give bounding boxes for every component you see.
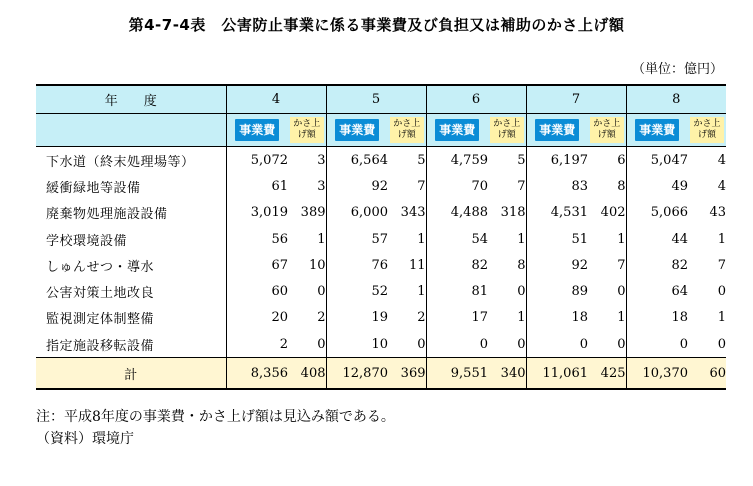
table-cell: 56 [226, 226, 288, 252]
table-cell: 4 [717, 178, 726, 194]
table-cell: 82 [426, 252, 488, 278]
table-title: 第4-7-4表 公害防止事業に係る事業費及び負担又は補助のかさ上げ額 [128, 16, 625, 34]
table-cell: 6,564 [326, 147, 388, 174]
table-row [36, 226, 726, 252]
table-cell: 6,197 [526, 147, 588, 174]
table-cell: 1 [617, 310, 626, 326]
table-cell: 4,488 [426, 200, 488, 226]
table-cell: 10,370 [626, 358, 688, 390]
table-cell: 0 [426, 331, 488, 358]
table-cell: 57 [326, 226, 388, 252]
table-body [36, 147, 726, 358]
header-blank [36, 114, 226, 147]
table-cell: 61 [226, 173, 288, 199]
table-cell: 0 [717, 284, 726, 300]
table-cell: 44 [626, 226, 688, 252]
table-cell: 60 [226, 278, 288, 304]
header-year-8: 8 [626, 85, 726, 114]
table-cell: 81 [426, 278, 488, 304]
table-cell: 7 [717, 257, 726, 273]
row-label: 下水道（終末処理場等） [36, 147, 226, 174]
table-cell: 3 [317, 178, 326, 194]
notes [36, 406, 395, 450]
data-table [36, 84, 726, 390]
header-addon-5: かさ上 げ額 [390, 117, 424, 143]
table-cell: 425 [588, 358, 626, 390]
table-cell: 0 [317, 336, 326, 352]
header-year-4: 4 [226, 85, 326, 114]
unit-label: （単位：億円） [631, 62, 723, 77]
table-cell: 5 [517, 152, 526, 168]
table-cell: 318 [500, 205, 526, 221]
table-cell: 43 [709, 205, 726, 221]
table-cell: 7 [617, 257, 626, 273]
table-cell: 64 [626, 278, 688, 304]
table-cell: 2 [417, 310, 426, 326]
table-cell: 51 [526, 226, 588, 252]
table-cell: 60 [688, 358, 726, 390]
total-row [36, 358, 726, 390]
table-cell: 10 [326, 331, 388, 358]
table-cell: 4,531 [526, 200, 588, 226]
row-label: 廃棄物処理施設設備 [36, 200, 226, 226]
header-year-5: 5 [326, 85, 426, 114]
table-row [36, 278, 726, 304]
table-cell: 12,870 [326, 358, 388, 390]
table-cell: 0 [517, 336, 526, 352]
table-cell: 67 [226, 252, 288, 278]
table-cell: 6,000 [326, 200, 388, 226]
table-cell: 49 [626, 173, 688, 199]
row-label: 学校環境設備 [36, 226, 226, 252]
header-cost-6: 事業費 [435, 119, 479, 141]
source-text: （資料）環境庁 [36, 431, 134, 447]
table-cell: 408 [288, 358, 326, 390]
table-cell: 8,356 [226, 358, 288, 390]
table-cell: 76 [326, 252, 388, 278]
row-label: しゅんせつ・導水 [36, 252, 226, 278]
table-cell: 52 [326, 278, 388, 304]
header-cost-5: 事業費 [335, 119, 379, 141]
header-nendo: 年 度 [36, 85, 226, 114]
table-row [36, 147, 726, 174]
table-cell: 1 [617, 231, 626, 247]
table-cell: 5,066 [626, 200, 688, 226]
row-label: 緩衝緑地等設備 [36, 173, 226, 199]
table-cell: 89 [526, 278, 588, 304]
table-cell: 0 [626, 331, 688, 358]
table-cell: 1 [517, 231, 526, 247]
table-cell: 2 [226, 331, 288, 358]
table-cell: 8 [617, 178, 626, 194]
table-cell: 4 [717, 152, 726, 168]
table-cell: 18 [626, 305, 688, 331]
table-cell: 7 [517, 178, 526, 194]
row-label: 指定施設移転設備 [36, 331, 226, 358]
table-cell: 54 [426, 226, 488, 252]
table-cell: 92 [326, 173, 388, 199]
header-cost-7: 事業費 [535, 119, 579, 141]
header-cost-4: 事業費 [235, 119, 279, 141]
table-cell: 92 [526, 252, 588, 278]
table-cell: 10 [308, 257, 326, 273]
table-cell: 17 [426, 305, 488, 331]
table-cell: 0 [717, 336, 726, 352]
table-cell: 0 [526, 331, 588, 358]
table-cell: 6 [617, 152, 626, 168]
header-addon-8: かさ上 げ額 [690, 117, 724, 143]
table-cell: 5,072 [226, 147, 288, 174]
table-cell: 82 [626, 252, 688, 278]
table-cell: 1 [717, 231, 726, 247]
table-cell: 11,061 [526, 358, 588, 390]
table-cell: 4,759 [426, 147, 488, 174]
table-cell: 11 [408, 257, 426, 273]
table-cell: 340 [488, 358, 526, 390]
header-row-subcolumns [36, 114, 726, 147]
table-cell: 3 [317, 152, 326, 168]
table-cell: 0 [617, 284, 626, 300]
table-cell: 343 [400, 205, 426, 221]
table-cell: 83 [526, 173, 588, 199]
row-label: 公害対策土地改良 [36, 278, 226, 304]
header-year-6: 6 [426, 85, 526, 114]
table-cell: 369 [388, 358, 426, 390]
table-cell: 9,551 [426, 358, 488, 390]
table-cell: 1 [417, 231, 426, 247]
row-label: 監視測定体制整備 [36, 305, 226, 331]
header-year-7: 7 [526, 85, 626, 114]
table-cell: 402 [600, 205, 626, 221]
table-cell: 70 [426, 173, 488, 199]
table-cell: 5,047 [626, 147, 688, 174]
table-cell: 1 [417, 284, 426, 300]
table-cell: 2 [317, 310, 326, 326]
header-row-years [36, 85, 726, 114]
table-row [36, 305, 726, 331]
table-cell: 0 [317, 284, 326, 300]
table-cell: 389 [300, 205, 326, 221]
table-row [36, 173, 726, 199]
table-cell: 19 [326, 305, 388, 331]
total-label: 計 [36, 358, 226, 390]
header-addon-6: かさ上 げ額 [490, 117, 524, 143]
table-row [36, 200, 726, 226]
table-cell: 20 [226, 305, 288, 331]
header-cost-8: 事業費 [635, 119, 679, 141]
header-addon-4: かさ上 げ額 [290, 117, 324, 143]
table-cell: 7 [417, 178, 426, 194]
table-cell: 8 [517, 257, 526, 273]
table-cell: 0 [517, 284, 526, 300]
header-addon-7: かさ上 げ額 [590, 117, 624, 143]
table-cell: 1 [317, 231, 326, 247]
table-cell: 3,019 [226, 200, 288, 226]
note-text: 注：平成8年度の事業費・かさ上げ額は見込み額である。 [36, 409, 395, 425]
table-row [36, 331, 726, 358]
table-cell: 18 [526, 305, 588, 331]
table-cell: 5 [417, 152, 426, 168]
table-cell: 0 [617, 336, 626, 352]
table-cell: 1 [517, 310, 526, 326]
table-cell: 0 [417, 336, 426, 352]
table-row [36, 252, 726, 278]
table-cell: 1 [717, 310, 726, 326]
